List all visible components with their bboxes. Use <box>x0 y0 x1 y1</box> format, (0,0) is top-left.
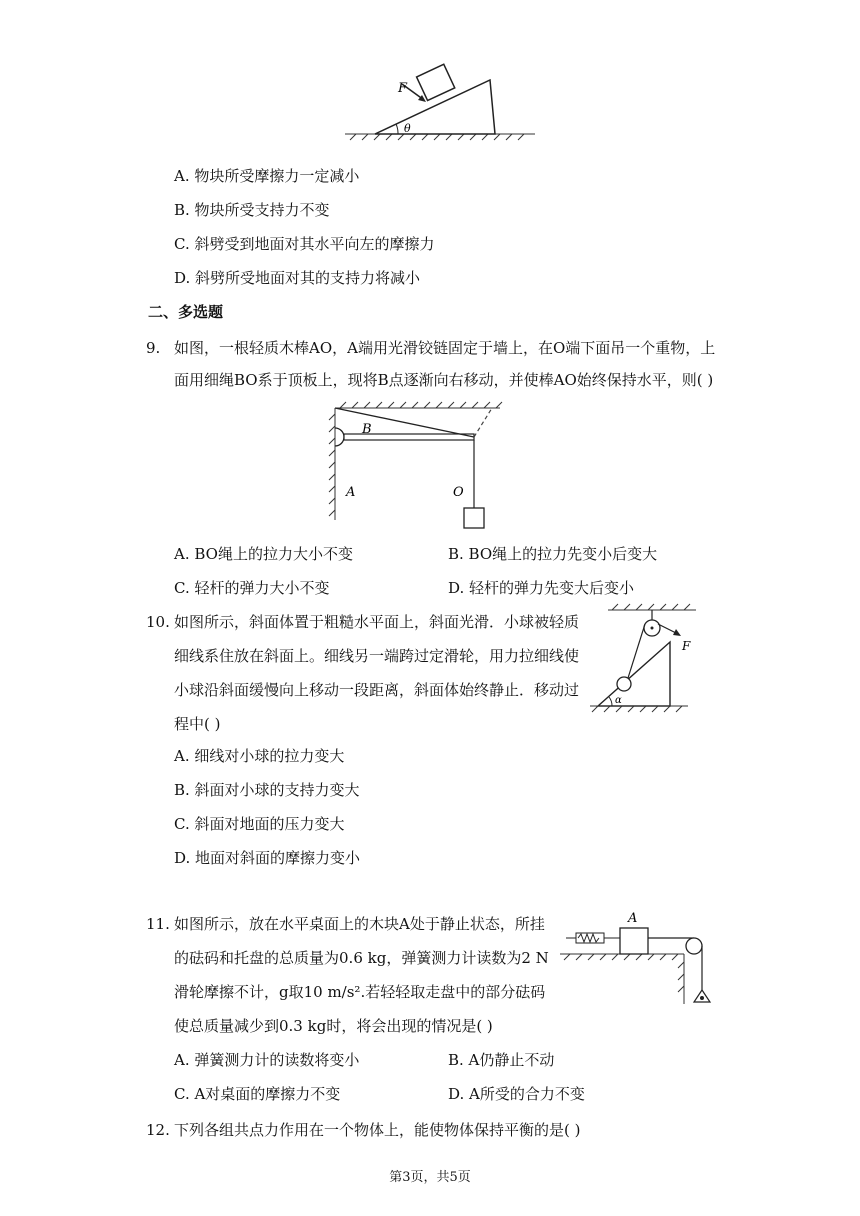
q10-pulley-figure <box>588 602 700 718</box>
q10-option-a: A. 细线对小球的拉力变大 <box>174 747 345 765</box>
ceiling-hatch <box>608 604 696 610</box>
q9-option-b: B. BO绳上的拉力先变小后变大 <box>448 545 658 563</box>
label-o: O <box>453 485 464 500</box>
ground-hatch <box>590 706 688 712</box>
q10-option-c: C. 斜面对地面的压力变大 <box>174 815 345 833</box>
thread <box>628 624 645 678</box>
block-label: A <box>628 911 638 926</box>
page-footer: 第3页，共5页 <box>389 1170 471 1185</box>
q10-option-d: D. 地面对斜面的摩擦力变小 <box>174 849 361 867</box>
section-title: 二、多选题 <box>148 303 224 321</box>
force-label: F <box>398 81 408 96</box>
q9-option-a: A. BO绳上的拉力大小不变 <box>174 545 353 563</box>
rope-dashed <box>474 408 492 437</box>
q12-text-line-1: 下列各组共点力作用在一个物体上，能使物体保持平衡的是( ) <box>174 1121 581 1139</box>
q9-number: 9. <box>146 339 161 357</box>
q10-text-line-4: 程中( ) <box>174 715 221 733</box>
q11-option-c: C. A对桌面的摩擦力不变 <box>174 1085 341 1103</box>
q9-text-line-2: 面用细绳BO系于顶板上，现将B点逐渐向右移动，并使棒AO始终保持水平，则( ) <box>174 371 714 389</box>
q10-text-line-1: 如图所示，斜面体置于粗糙水平面上，斜面光滑．小球被轻质 <box>174 613 580 631</box>
q11-text-line-4: 使总质量减少到0.3 kg时，将会出现的情况是( ) <box>174 1017 493 1035</box>
label-a: A <box>346 485 356 500</box>
q8-incline-figure <box>340 60 540 155</box>
q9-option-c: C. 轻杆的弹力大小不变 <box>174 579 330 597</box>
label-b: B <box>362 422 372 437</box>
angle-label: α <box>615 695 622 706</box>
force-label: F <box>682 639 691 653</box>
table <box>560 954 684 1004</box>
ceiling-hatch <box>335 402 502 408</box>
q9-option-d: D. 轻杆的弹力先变大后变小 <box>448 579 635 597</box>
q10-text-line-3: 小球沿斜面缓慢向上移动一段距离，斜面体始终静止．移动过 <box>174 681 580 699</box>
ball <box>617 677 631 691</box>
q12-number: 12. <box>146 1121 170 1139</box>
angle-label: θ <box>404 122 411 135</box>
q9-text-line-1: 如图，一根轻质木棒AO，A端用光滑铰链固定于墙上，在O端下面吊一个重物，上 <box>174 339 716 357</box>
weight <box>464 508 484 528</box>
q11-text-line-2: 的砝码和托盘的总质量为0.6 kg，弹簧测力计读数为2 N <box>174 949 549 967</box>
block-a <box>620 928 648 954</box>
q10-option-b: B. 斜面对小球的支持力变大 <box>174 781 360 799</box>
q11-number: 11. <box>146 915 170 933</box>
ground-hatch <box>345 134 535 140</box>
q8-option-b: B. 物块所受支持力不变 <box>174 201 330 219</box>
angle-arc <box>396 124 398 134</box>
q11-text-line-1: 如图所示，放在水平桌面上的木块A处于静止状态，所挂 <box>174 915 545 933</box>
q8-option-c: C. 斜劈受到地面对其水平向左的摩擦力 <box>174 235 435 253</box>
q11-spring-figure <box>556 908 716 1006</box>
pulley <box>686 938 702 954</box>
q11-option-a: A. 弹簧测力计的读数将变小 <box>174 1051 360 1069</box>
block <box>417 64 455 100</box>
q10-text-line-2: 细线系住放在斜面上。细线另一端跨过定滑轮，用力拉细线使 <box>174 647 580 665</box>
q11-option-b: B. A仍静止不动 <box>448 1051 555 1069</box>
q9-rod-figure <box>320 400 505 540</box>
q10-number: 10. <box>146 613 170 631</box>
wall-hatch <box>329 408 335 520</box>
spring-scale <box>566 933 620 943</box>
hinge <box>335 428 344 446</box>
rope-bo <box>335 408 474 437</box>
q11-text-line-3: 滑轮摩擦不计，g取10 m/s².若轻轻取走盘中的部分砝码 <box>174 983 546 1001</box>
q8-option-a: A. 物块所受摩擦力一定减小 <box>174 167 360 185</box>
q8-option-d: D. 斜劈所受地面对其的支持力将减小 <box>174 269 421 287</box>
q11-option-d: D. A所受的合力不变 <box>448 1085 585 1103</box>
incline <box>598 642 670 706</box>
